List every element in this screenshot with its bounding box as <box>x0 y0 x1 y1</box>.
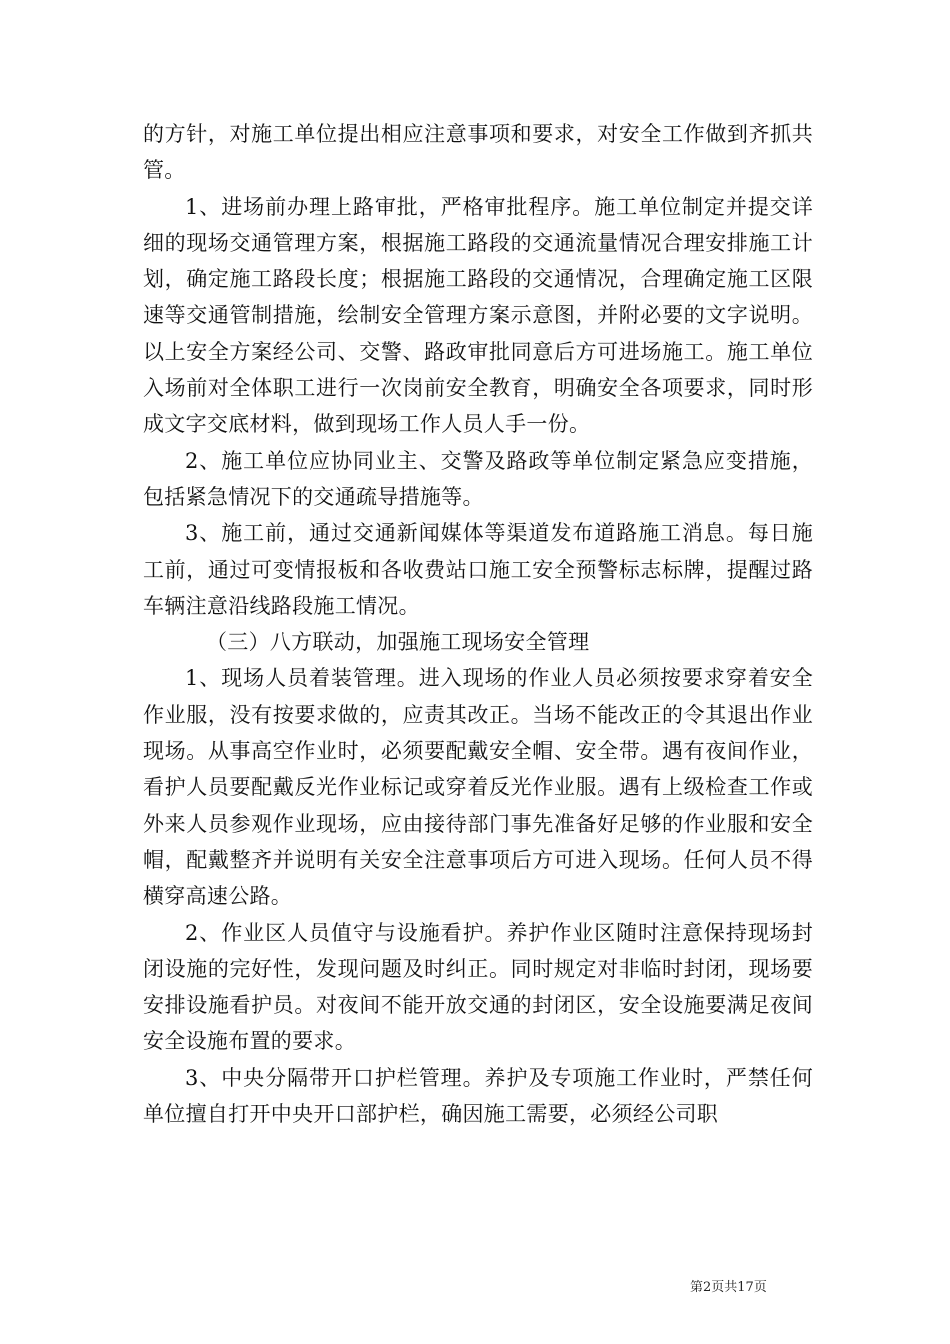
section-heading: （三）八方联动，加强施工现场安全管理 <box>206 630 590 655</box>
page-number: 第2页共17页 <box>690 1280 767 1295</box>
document-body <box>143 116 813 1132</box>
paragraph-item-2: 2、施工单位应协同业主、交警及路政等单位制定紧急应变措施，包括紧急情况下的交通疏导措施等。 <box>143 448 813 509</box>
paragraph-site-item-1: 1、现场人员着装管理。进入现场的作业人员必须按要求穿着安全作业服，没有按要求做的，应责其改正。当场不能改正的令其退出作业现场。从事高空作业时，必须要配戴安全帽、安全带。遇有夜间作业，看护人员要配戴反光作业标记或穿着反光作业服。遇有上级检查工作或外来人员参观作业现场，应由接待部门事先准备好足够的作业服和安全帽，配戴整齐并说明有关安全注意事项后方可进入现场。任何人员不得横穿高速公路。 <box>143 666 813 909</box>
paragraph-site-item-2: 2、作业区人员值守与设施看护。养护作业区随时注意保持现场封闭设施的完好性，发现问题及时纠正。同时规定对非临时封闭，现场要安排设施看护员。对夜间不能开放交通的封闭区，安全设施要满足夜间安全设施布置的要求。 <box>143 920 813 1054</box>
paragraph-continuation: 的方针，对施工单位提出相应注意事项和要求，对安全工作做到齐抓共管。 <box>143 122 813 183</box>
paragraph-site-item-3: 3、中央分隔带开口护栏管理。养护及专项施工作业时，严禁任何单位擅自打开中央开口部护栏，确因施工需要，必须经公司职 <box>143 1065 813 1127</box>
paragraph-item-1: 1、进场前办理上路审批，严格审批程序。施工单位制定并提交详细的现场交通管理方案，根据施工路段的交通流量情况合理安排施工计划，确定施工路段长度；根据施工路段的交通情况，合理确定施工区限速等交通管制措施，绘制安全管理方案示意图，并附必要的文字说明。以上安全方案经公司、交警、路政审批同意后方可进场施工。施工单位入场前对全体职工进行一次岗前安全教育，明确安全各项要求，同时形成文字交底材料，做到现场工作人员人手一份。 <box>143 194 813 437</box>
paragraph-item-3: 3、施工前，通过交通新闻媒体等渠道发布道路施工消息。每日施工前，通过可变情报板和各收费站口施工安全预警标志标牌，提醒过路车辆注意沿线路段施工情况。 <box>143 521 813 618</box>
